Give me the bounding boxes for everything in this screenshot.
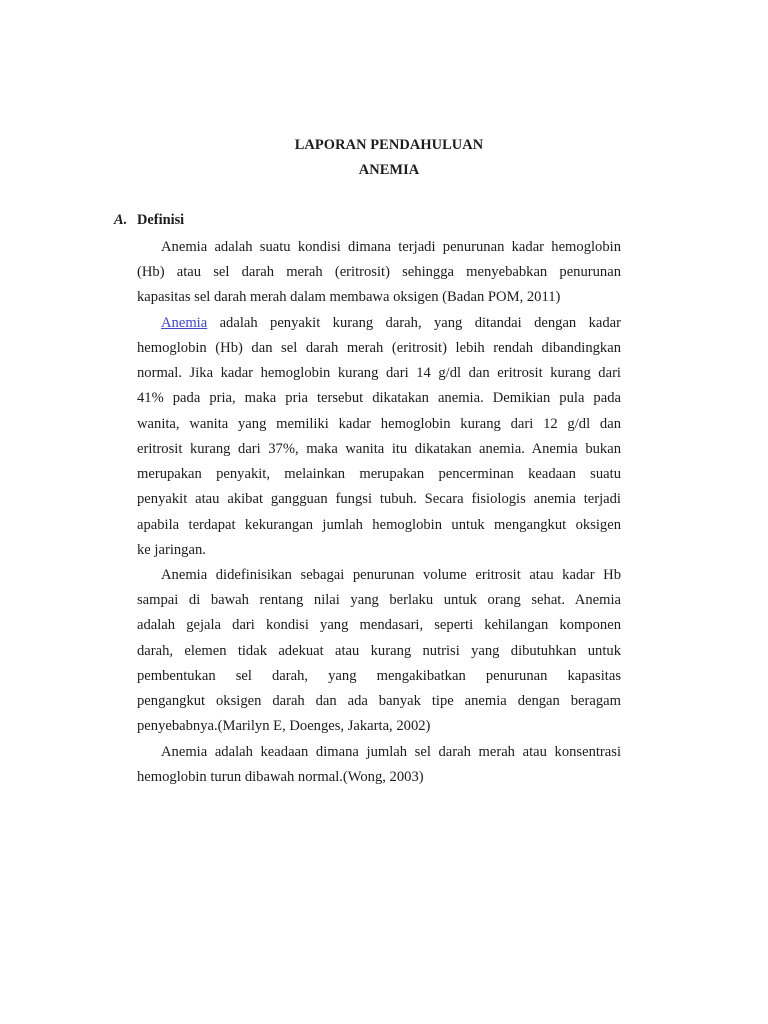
- paragraph2-line10: ke jaringan.: [137, 542, 206, 558]
- paragraph4-line2: hemoglobin turun dibawah normal.(Wong, 2003): [137, 769, 424, 785]
- paragraph3-line7: penyebabnya.(Marilyn E, Doenges, Jakarta, 2002): [137, 718, 431, 734]
- paragraph2-line5: wanita, wanita yang memiliki kadar hemoglobin kurang dari 12 g/dl dan: [137, 416, 621, 432]
- paragraph1-line1: Anemia adalah suatu kondisi dimana terjadi penurunan kadar hemoglobin: [161, 239, 621, 255]
- paragraph4-line1: Anemia adalah keadaan dimana jumlah sel darah merah atau konsentrasi: [161, 744, 621, 760]
- paragraph2-line1-text: adalah penyakit kurang darah, yang ditandai dengan kadar: [219, 315, 621, 331]
- paragraph1-line2: (Hb) atau sel darah merah (eritrosit) sehingga menyebabkan penurunan: [137, 264, 621, 280]
- paragraph1-line3: kapasitas sel darah merah dalam membawa oksigen (Badan POM, 2011): [137, 289, 561, 305]
- paragraph2-line6: eritrosit kurang dari 37%, maka wanita itu dikatakan anemia. Anemia bukan: [137, 441, 621, 457]
- anemia-link[interactable]: Anemia: [161, 315, 208, 331]
- paragraph2-line7: merupakan penyakit, melainkan merupakan pencerminan keadaan suatu: [137, 466, 621, 482]
- paragraph2-line4: 41% pada pria, maka pria tersebut dikatakan anemia. Demikian pula pada: [137, 390, 621, 406]
- paragraph2-line3: normal. Jika kadar hemoglobin kurang dari 14 g/dl dan eritrosit kurang dari: [137, 365, 621, 381]
- section-title: Definisi: [137, 212, 185, 228]
- paragraph2-line1: [161, 312, 621, 334]
- paragraph2-line2: hemoglobin (Hb) dan sel darah merah (eritrosit) lebih rendah dibandingkan: [137, 340, 621, 356]
- document-title: LAPORAN PENDAHULUAN: [294, 137, 484, 153]
- document-subtitle: ANEMIA: [358, 162, 420, 178]
- paragraph2-line9: apabila terdapat kekurangan jumlah hemoglobin untuk mengangkut oksigen: [137, 517, 621, 533]
- paragraph3-line6: pengangkut oksigen darah dan ada banyak tipe anemia dengan beragam: [137, 693, 621, 709]
- paragraph3-line5: pembentukan sel darah, yang mengakibatkan penurunan kapasitas: [137, 668, 621, 684]
- section-number: A.: [114, 212, 128, 228]
- paragraph3-line4: darah, elemen tidak adekuat atau kurang nutrisi yang dibutuhkan untuk: [137, 643, 621, 659]
- paragraph3-line2: sampai di bawah rentang nilai yang berlaku untuk orang sehat. Anemia: [137, 592, 621, 608]
- paragraph2-line8: penyakit atau akibat gangguan fungsi tubuh. Secara fisiologis anemia terjadi: [137, 491, 621, 507]
- paragraph3-line3: adalah gejala dari kondisi yang mendasari, seperti kehilangan komponen: [137, 617, 621, 633]
- section-heading: [114, 212, 184, 229]
- paragraph3-line1: Anemia didefinisikan sebagai penurunan volume eritrosit atau kadar Hb: [161, 567, 621, 583]
